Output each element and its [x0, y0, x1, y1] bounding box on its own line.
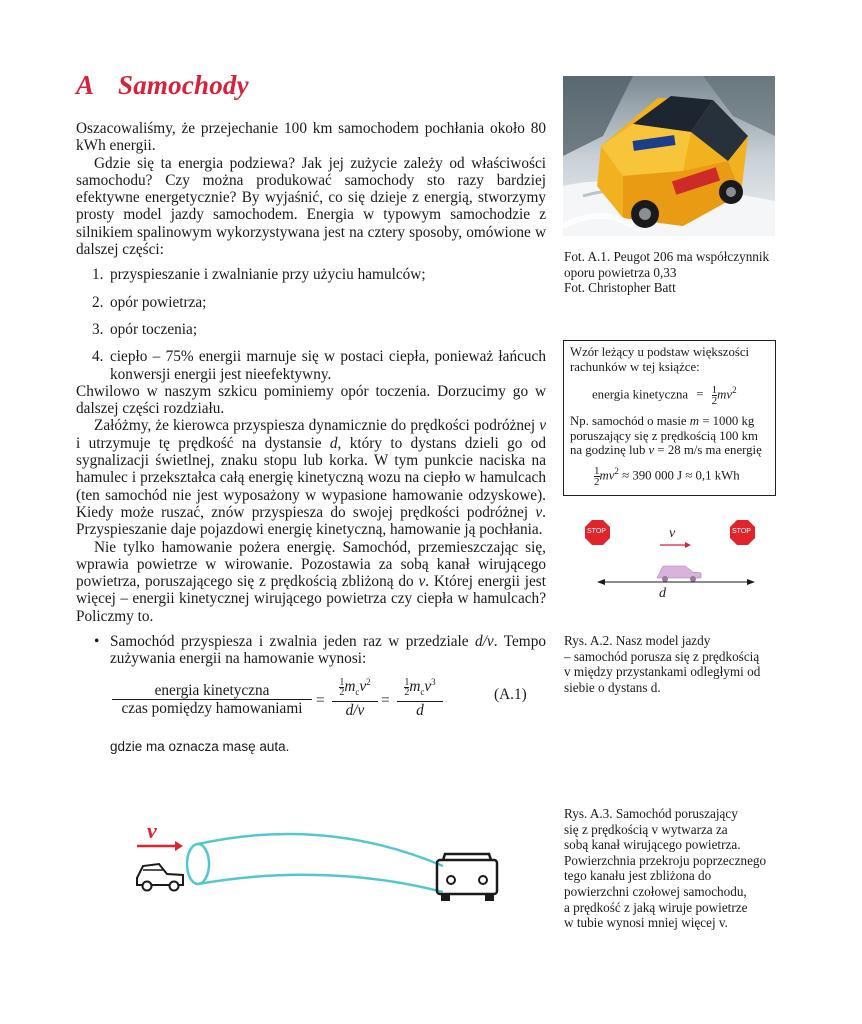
section-name: Samochody [118, 70, 249, 100]
box-intro: Wzór leżący u podstaw większości rachunków w tej książce: [570, 345, 750, 374]
velocity-label: v [147, 818, 157, 843]
section-letter: A [76, 70, 95, 100]
distance-label: d [659, 586, 666, 601]
paragraph-2: Gdzie się ta energia podziewa? Jak jej zużycie zależy od właściwości samochodu? Czy można produkować samochody sto razy bardziej efektywne energetycznie? By wyjaśnić, co się dzieje z energią, stworzymy prosty model jazdy samochodem. Energia w typowym samochodzie z silnikiem spalinowym wykorzystywana jest na cztery sposoby, omówione w dalszej części: [76, 154, 546, 259]
figure-1-caption: Fot. A.1. Peugot 206 ma współczynnik oporu powietrza 0,33 Fot. Christopher Batt [564, 249, 770, 296]
formula-box [563, 340, 776, 496]
equation-note: gdzie ma oznacza masę auta. [110, 738, 290, 754]
paragraph-5: Nie tylko hamowanie pożera energię. Samochód, przemieszczając się, wprawia powietrze w wirowanie. Pozostawia za sobą kanał wirującego powietrza, poruszającego się z prędkością zbliżoną do v. Której energii jest więcej – energii kinetycznej wirującego powietrza czy ciepła w hamulcach? Policzmy to. [76, 538, 546, 625]
paragraph-3: Chwilowo w naszym szkicu pominiemy opór toczenia. Dorzucimy go w dalszej części rozdziału. [76, 382, 546, 418]
paragraph-1: Oszacowaliśmy, że przejechanie 100 km samochodem pochłania około 80 kWh energii. [76, 120, 546, 155]
equation-a1: energia kinetyczna czas pomiędzy hamowaniami = $\frac{1}{2}$ $m_cv^2$ d/v = $\frac{1}{2}$ $m_cv^3$ d (A.1) [76, 674, 546, 736]
box-example: Np. samochód o masie m = 1000 kg poruszający się z prędkością 100 km na godzinę lub v = 28 m/s ma energię [570, 414, 762, 458]
car-photo [563, 76, 775, 236]
list-item: 4. ciepło – 75% energii marnuje się w postaci ciepła, ponieważ łańcuch konwersji energii jest nieefektywny. [92, 348, 546, 383]
figure-3-caption: Rys. A.3. Samochód poruszający się z prędkością v wytwarza za sobą kanał wirującego powietrza. Powierzchnia przekroju poprzecznego tego kanału jest zbliżona do powierzchni czołowej samochodu, a prędkość z jaką wiruje powietrze w tubie wynosi mniej więcej v. [564, 806, 767, 931]
mid-fraction: $\frac{1}{2}$ $m_cv^2$ d/v [332, 674, 378, 720]
stop-label-left: STOP [587, 528, 606, 535]
list-item: 3. opór toczenia; [92, 320, 198, 338]
lhs-fraction: energia kinetyczna czas pomiędzy hamowaniami [112, 682, 312, 718]
velocity-label: v [669, 526, 676, 541]
paragraph-4: Załóżmy, że kierowca przyspiesza dynamicznie do prędkości podróżnej v i utrzymuje tę prędkość na dystansie d, który to dystans dzieli go od sygnalizacji świetlnej, znaku stopu lub korka. W tym punkcie naciska na hamulec i przekształca całą energię kinetyczną wozu na ciepło w hamulcach (ten samochód nie jest wyposażony w wypasione hamowanie odzyskowe). Kiedy może ruszać, znów przyspiesza do swojej prędkości podróżnej v. Przyspieszanie daje pojazdowi energię kinetyczną, hamowanie ją pochłania. [76, 417, 547, 539]
figure-3-diagram [125, 820, 505, 910]
bullet-list [76, 633, 546, 668]
figure-2-caption: Rys. A.2. Nasz model jazdy – samochód porusza się z prędkością v między przystankami odległymi od siebie o dystans d. [564, 633, 761, 695]
list-item: • Samochód przyspiesza i zwalnia jeden raz w przedziale d/v. Tempo zużywania energii na hamowanie wynosi: [94, 633, 546, 668]
equation-number: (A.1) [494, 685, 527, 703]
main-text [76, 120, 546, 755]
box-formula: energia kinetyczna = $\frac{1}{2}$ $mv^2$ [592, 384, 737, 408]
section-title [76, 70, 249, 101]
right-fraction: $\frac{1}{2}$ $m_cv^3$ d [397, 674, 443, 720]
stop-label-right: STOP [732, 528, 751, 535]
figure-2-diagram [585, 520, 775, 608]
box-result: $\frac{1}{2}$ $mv^2 \approx 390$ 000 J ≈ 0,1 kWh [594, 464, 740, 488]
list-item: 2. opór powietrza; [92, 293, 207, 311]
list-item: 1. przyspieszanie i zwalnianie przy użyciu hamulców; [92, 266, 426, 284]
energy-list [76, 266, 546, 382]
